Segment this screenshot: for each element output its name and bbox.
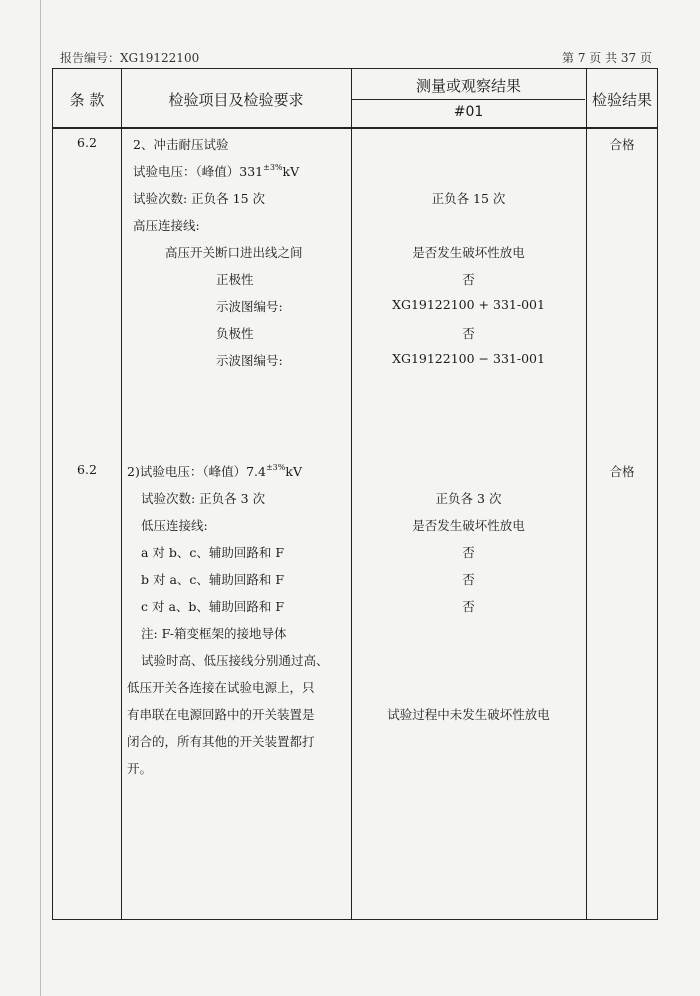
binding-line [40,0,41,996]
page-number: 第 7 页 共 37 页 [562,51,652,65]
paragraph-line: 闭合的，所有其他的开关装置都打 [127,734,315,749]
divider [121,69,122,919]
positive-label: 正极性 [216,272,254,287]
test-voltage: 试验电压：（峰值）$331^{\pm 3\%}kV$ [133,163,300,179]
positive-result: 否 [462,272,475,287]
divider [351,99,585,100]
summary-result: 试验过程中未发生破坏性放电 [387,707,550,722]
test-voltage: 2)试验电压：（峰值）$7.4^{\pm 3\%}kV$ [127,463,302,479]
line-c-result: 否 [462,599,475,614]
clause-number: 6.2 [77,462,97,477]
header-bottom-divider [53,127,657,129]
measured-times: 正负各 3 次 [435,491,502,506]
paragraph-line: 有串联在电源回路中的开关装置是 [127,707,315,722]
scope-label: 示波图编号: [216,353,283,368]
paragraph-line: 开。 [127,761,153,776]
result-value: 合格 [609,464,635,479]
report-number: 报告编号：XG19122100 [60,51,200,65]
line-a: a 对 b、c、辅助回路和 F [141,545,285,560]
item-header: 检验项目及检验要求 [168,91,304,109]
discharge-question: 是否发生破坏性放电 [412,518,525,533]
test-times: 试验次数: 正负各 15 次 [133,191,266,206]
connection-label: 低压连接线: [141,518,208,533]
test-times: 试验次数: 正负各 3 次 [141,491,266,506]
clause-number: 6.2 [77,135,97,150]
line-b-result: 否 [462,572,475,587]
scope-number: XG19122100 + 331-001 [392,297,545,312]
discharge-question: 是否发生破坏性放电 [412,245,525,260]
line-a-result: 否 [462,545,475,560]
result-value: 合格 [609,137,635,152]
test-title: 2、冲击耐压试验 [133,137,229,152]
negative-result: 否 [462,326,475,341]
line-b: b 对 a、c、辅助回路和 F [141,572,285,587]
scope-number: XG19122100 − 331-001 [392,351,545,366]
measurement-header: 测量或观察结果 [415,77,521,95]
between-label: 高压开关断口进出线之间 [165,245,303,260]
result-header: 检验结果 [591,91,652,109]
connection-label: 高压连接线: [133,218,200,233]
note: 注: F-箱变框架的接地导体 [141,626,287,641]
inspection-table [52,68,658,920]
negative-label: 负极性 [216,326,254,341]
page-header [60,47,652,67]
clause-header: 条 款 [69,91,105,109]
divider [586,69,587,919]
paragraph-line: 试验时高、低压接线分别通过高、 [141,653,329,668]
line-c: c 对 a、b、辅助回路和 F [141,599,285,614]
measured-times: 正负各 15 次 [431,191,506,206]
paragraph-line: 低压开关各连接在试验电源上，只 [127,680,315,695]
scope-label: 示波图编号: [216,299,283,314]
sample-number: #01 [453,104,484,120]
